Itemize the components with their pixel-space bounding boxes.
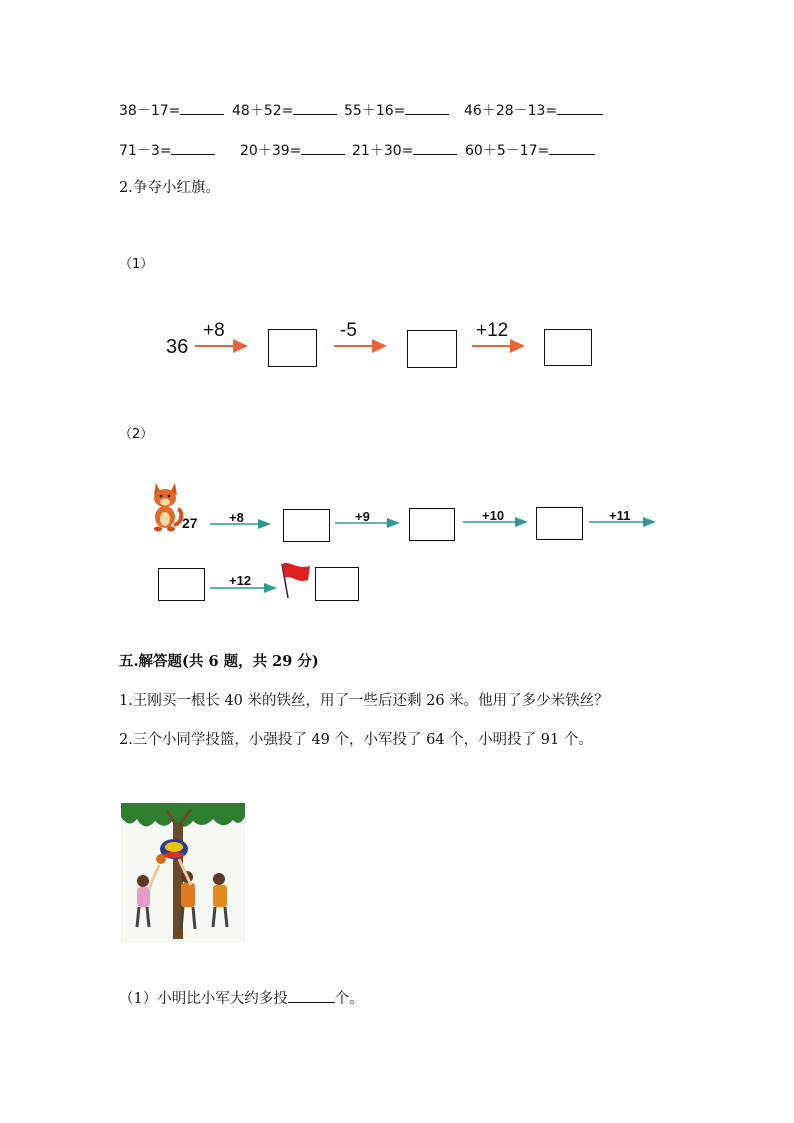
answer-blank[interactable] [405,102,449,115]
calc-item [465,140,595,160]
question-text: 2.三个小同学投篮，小强投了 49 个，小军投了 64 个，小明投了 91 个。 [119,732,593,748]
question-text: 1.王刚买一根长 40 米的铁丝，用了一些后还剩 26 米。他用了多少米铁丝？ [119,693,609,709]
answer-box[interactable] [283,509,330,542]
calc-item [352,140,457,160]
calc-expression: 71－3= [119,143,172,159]
answer-blank[interactable] [288,990,335,1003]
red-flag-icon [278,560,314,600]
operation-label: -5 [340,320,357,341]
answer-box[interactable] [158,568,205,601]
sub-question-text: 个。 [334,991,364,1007]
teal-arrow-icon [210,518,272,530]
fox-icon [148,481,184,533]
calc-expression: 21＋30= [352,143,414,159]
calc-expression: 55＋16= [344,103,406,119]
basketball-scene-image [121,803,245,943]
operation-label: +12 [476,320,509,341]
operation-label: +8 [229,510,244,525]
answer-box[interactable] [315,567,359,601]
start-number: 36 [166,336,189,358]
calc-item [119,140,215,160]
calc-expression: 48＋52= [232,103,294,119]
part-label: （2） [119,427,154,442]
part-label: （1） [119,257,154,272]
calc-item [119,100,224,120]
section-heading: 五.解答题(共 6 题，共 29 分) [119,653,319,670]
answer-blank[interactable] [413,142,457,155]
teal-arrow-icon [463,516,529,528]
operation-label: +9 [355,509,370,524]
answer-box[interactable] [407,330,457,368]
teal-arrow-icon [589,516,657,528]
answer-box[interactable] [268,329,317,367]
orange-arrow-icon [334,338,388,354]
teal-arrow-icon [210,582,278,594]
orange-arrow-icon [195,338,249,354]
sub-question-text: （1）小明比小军大约多投 [119,991,288,1007]
operation-label: +10 [482,508,505,523]
calc-expression: 60＋5－17= [465,143,550,159]
calc-expression: 38－17= [119,103,181,119]
sub-question [119,987,364,1008]
teal-arrow-icon [335,517,401,529]
operation-label: +8 [203,320,225,341]
answer-box[interactable] [544,329,592,366]
operation-label: +11 [609,508,631,523]
answer-blank[interactable] [293,102,337,115]
calc-expression: 20＋39= [240,143,302,159]
answer-blank[interactable] [171,142,215,155]
answer-blank[interactable] [557,102,603,115]
answer-blank[interactable] [301,142,345,155]
answer-box[interactable] [409,508,455,541]
orange-arrow-icon [472,338,526,354]
question-title: 2.争夺小红旗。 [119,180,220,196]
calc-item [344,100,449,120]
answer-blank[interactable] [180,102,224,115]
operation-label: +12 [229,573,252,588]
answer-blank[interactable] [549,142,595,155]
answer-box[interactable] [536,507,583,540]
start-number: 27 [182,515,198,531]
calc-item [240,140,345,160]
calc-item [464,100,603,120]
calc-expression: 46＋28－13= [464,103,558,119]
calc-item [232,100,337,120]
